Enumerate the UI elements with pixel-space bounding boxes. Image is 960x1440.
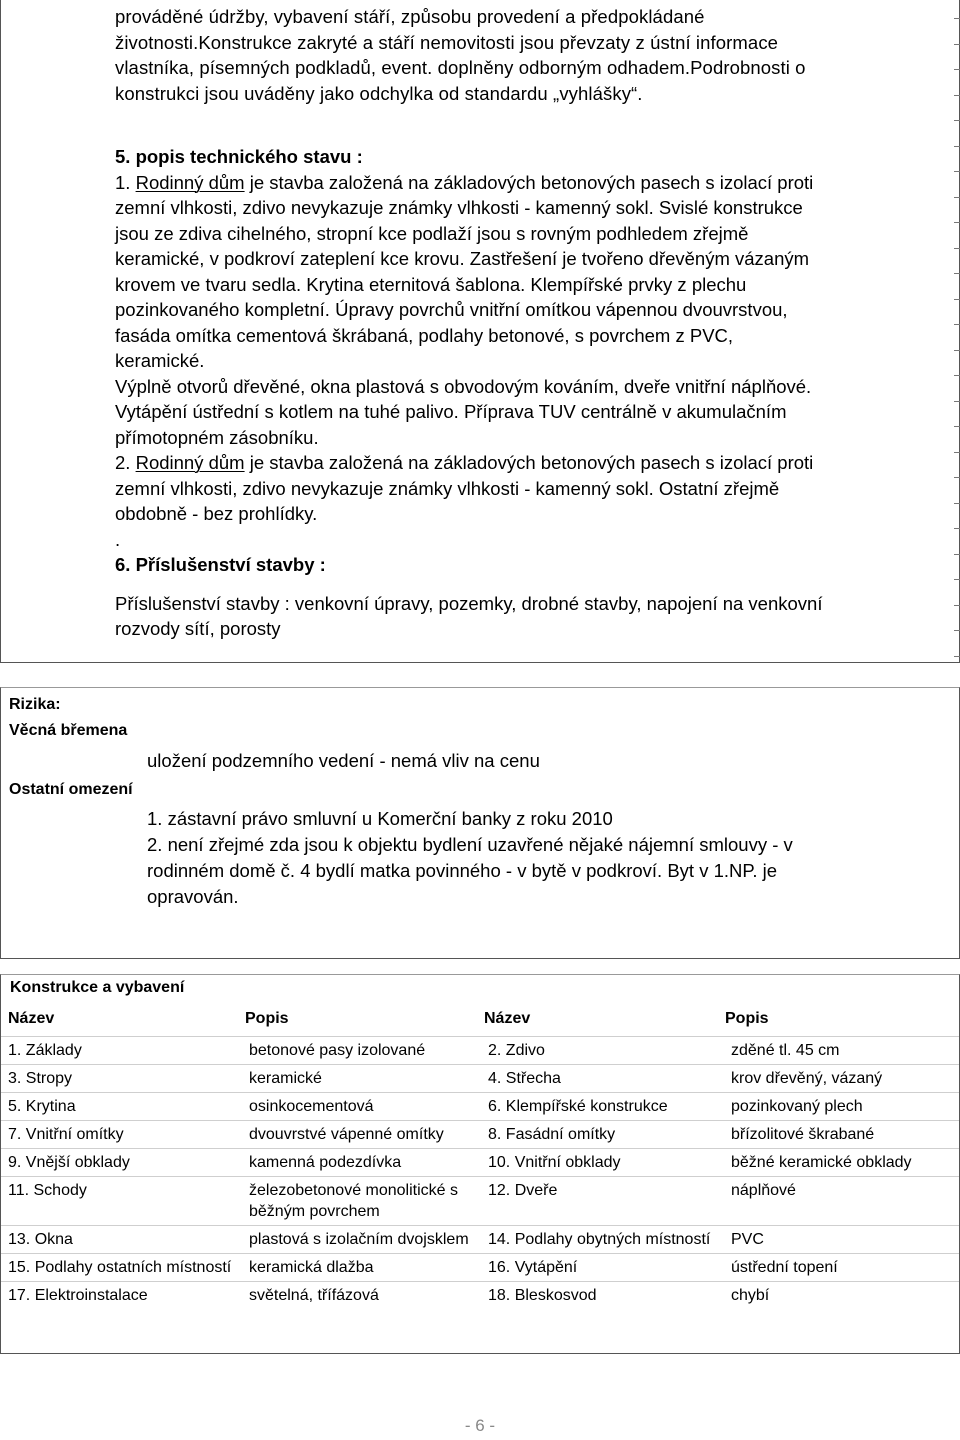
element-name: 9. Vnější obklady [1, 1149, 242, 1177]
element-name: 16. Vytápění [481, 1254, 724, 1282]
table-row [1, 1282, 959, 1310]
table-row [1, 1037, 959, 1065]
element-name: 2. Zdivo [481, 1037, 724, 1065]
house-2-line: obdobně - bez prohlídky. [115, 503, 318, 524]
element-description: betonové pasy izolované [242, 1037, 481, 1065]
house-1-line: je stavba založená na základových betonových pasech s izolací proti [249, 171, 814, 193]
intro-line: prováděné údržby, vybavení stáří, způsobu provedení a předpokládané [115, 6, 705, 27]
house-2-number: 2. [115, 452, 131, 473]
element-description: chybí [724, 1282, 959, 1310]
table-row [1, 1149, 959, 1177]
element-name: 13. Okna [1, 1226, 242, 1254]
house-1-line: Výplně otvorů dřevěné, okna plastová s obvodovým kováním, dveře vnitřní náplňové. [115, 375, 812, 397]
element-description: dvouvrstvé vápenné omítky [242, 1121, 481, 1149]
house-1-line: keramické, v podkroví zateplení kce krovu. Zastřešení je tvořeno dřevěným vázaným [115, 248, 810, 269]
element-description: železobetonové monolitické s běžným povrchem [242, 1177, 481, 1226]
house-1-line: Vytápění ústřední s kotlem na tuhé palivo. Příprava TUV centrálně v akumulačním [115, 401, 787, 422]
table-row [1, 1093, 959, 1121]
element-description: světelná, třífázová [242, 1282, 481, 1310]
house-2-first-line [115, 450, 945, 476]
element-description: keramické [242, 1065, 481, 1093]
house-1-line: krovem ve tvaru sedla. Krytina eternitová šablona. Klempířské prvky z plechu [115, 273, 747, 295]
house-2-link[interactable]: Rodinný dům [135, 452, 245, 473]
element-description: pozinkovaný plech [724, 1093, 959, 1121]
house-2-line: je stavba založená na základových betonových pasech s izolací proti [249, 452, 814, 473]
other-restrictions-value [147, 806, 927, 910]
construction-block [0, 974, 960, 1354]
element-name: 18. Bleskosvod [481, 1282, 724, 1310]
house-1-line: jsou ze zdiva cihelného, stropní kce podlaží jsou s rovným podhledem zřejmě [115, 222, 749, 244]
page-number: - 6 - [464, 1416, 496, 1435]
element-description: ústřední topení [724, 1254, 959, 1282]
element-name: 8. Fasádní omítky [481, 1121, 724, 1149]
table-row [1, 1177, 959, 1226]
section-5-heading: 5. popis technického stavu : [115, 146, 363, 167]
column-header-name: Název [484, 1010, 531, 1027]
table-row [1, 1121, 959, 1149]
element-name: 15. Podlahy ostatních místností [1, 1254, 242, 1282]
table-row [1, 1254, 959, 1282]
section-6-line: rozvody sítí, porosty [115, 618, 281, 639]
other-restriction-line: opravován. [147, 886, 239, 907]
margin-ticks [948, 0, 960, 662]
intro-line: konstrukci jsou uváděny jako odchylka od standardu „vyhlášky“. [115, 82, 643, 104]
other-restriction-line: 2. není zřejmé zda jsou k objektu bydlení uzavřené nějaké nájemní smlouvy - v [147, 834, 793, 855]
column-header-description: Popis [725, 1010, 769, 1027]
other-restriction-line: rodinném domě č. 4 bydlí matka povinného - v bytě v podkroví. Byt v 1.NP. je [147, 860, 778, 881]
element-name: 6. Klempířské konstrukce [481, 1093, 724, 1121]
element-description: kamenná podezdívka [242, 1149, 481, 1177]
element-name: 11. Schody [1, 1177, 242, 1226]
house-1-link[interactable]: Rodinný dům [135, 171, 245, 193]
other-restrictions-label: Ostatní omezení [9, 781, 133, 798]
technical-description-text [115, 4, 945, 642]
element-description: břízolitové škrabané [724, 1121, 959, 1149]
column-header-description: Popis [245, 1010, 289, 1027]
element-description: plastová s izolačním dvojsklem [242, 1226, 481, 1254]
house-1-number: 1. [115, 171, 131, 193]
other-restriction-line: 1. zástavní právo smluvní u Komerční banky z roku 2010 [147, 808, 613, 829]
risks-block [0, 687, 960, 959]
construction-title: Konstrukce a vybavení [10, 979, 185, 996]
risks-title: Rizika: [9, 696, 61, 713]
element-description: krov dřevěný, vázaný [724, 1065, 959, 1093]
element-description: náplňové [724, 1177, 959, 1226]
element-name: 3. Stropy [1, 1065, 242, 1093]
house-2-line: zemní vlhkosti, zdivo nevykazuje známky vlhkosti - kamenný sokl. Ostatní zřejmě [115, 477, 780, 499]
element-name: 1. Základy [1, 1037, 242, 1065]
element-name: 5. Krytina [1, 1093, 242, 1121]
element-name: 12. Dveře [481, 1177, 724, 1226]
element-name: 7. Vnitřní omítky [1, 1121, 242, 1149]
element-description: osinkocementová [242, 1093, 481, 1121]
intro-line: životnosti.Konstrukce zakryté a stáří nemovitosti jsou převzaty z ústní informace [115, 31, 779, 53]
house-1-line: pozinkovaného kompletní. Úpravy povrchů vnitřní omítkou vápennou dvouvrstvou, [115, 299, 788, 320]
construction-table [1, 1036, 959, 1309]
element-name: 14. Podlahy obytných místností [481, 1226, 724, 1254]
element-description: PVC [724, 1226, 959, 1254]
easements-label: Věcná břemena [9, 722, 128, 739]
house-1-line: přímotopném zásobníku. [115, 426, 319, 448]
element-description: běžné keramické obklady [724, 1149, 959, 1177]
house-1-line: fasáda omítka cementová škrábaná, podlahy betonové, s povrchem z PVC, [115, 324, 734, 346]
element-name: 17. Elektroinstalace [1, 1282, 242, 1310]
column-header-name: Název [8, 1010, 55, 1027]
house-1-line: keramické. [115, 350, 205, 371]
easements-value: uložení podzemního vedení - nemá vliv na cenu [147, 750, 540, 771]
section-6-heading: 6. Příslušenství stavby : [115, 554, 326, 575]
section-6-line: Příslušenství stavby : venkovní úpravy, pozemky, drobné stavby, napojení na venkovní [115, 592, 823, 614]
element-description: keramická dlažba [242, 1254, 481, 1282]
element-name: 10. Vnitřní obklady [481, 1149, 724, 1177]
intro-line: vlastníka, písemných podkladů, event. doplněny odborným odhadem.Podrobnosti o [115, 57, 806, 78]
element-name: 4. Střecha [481, 1065, 724, 1093]
table-row [1, 1226, 959, 1254]
separator-dot: . [115, 528, 121, 550]
table-row [1, 1065, 959, 1093]
technical-description-block [0, 0, 960, 663]
house-1-line: zemní vlhkosti, zdivo nevykazuje známky vlhkosti - kamenný sokl. Svislé konstrukce [115, 197, 803, 218]
house-1-first-line [115, 170, 945, 196]
element-description: zděné tl. 45 cm [724, 1037, 959, 1065]
